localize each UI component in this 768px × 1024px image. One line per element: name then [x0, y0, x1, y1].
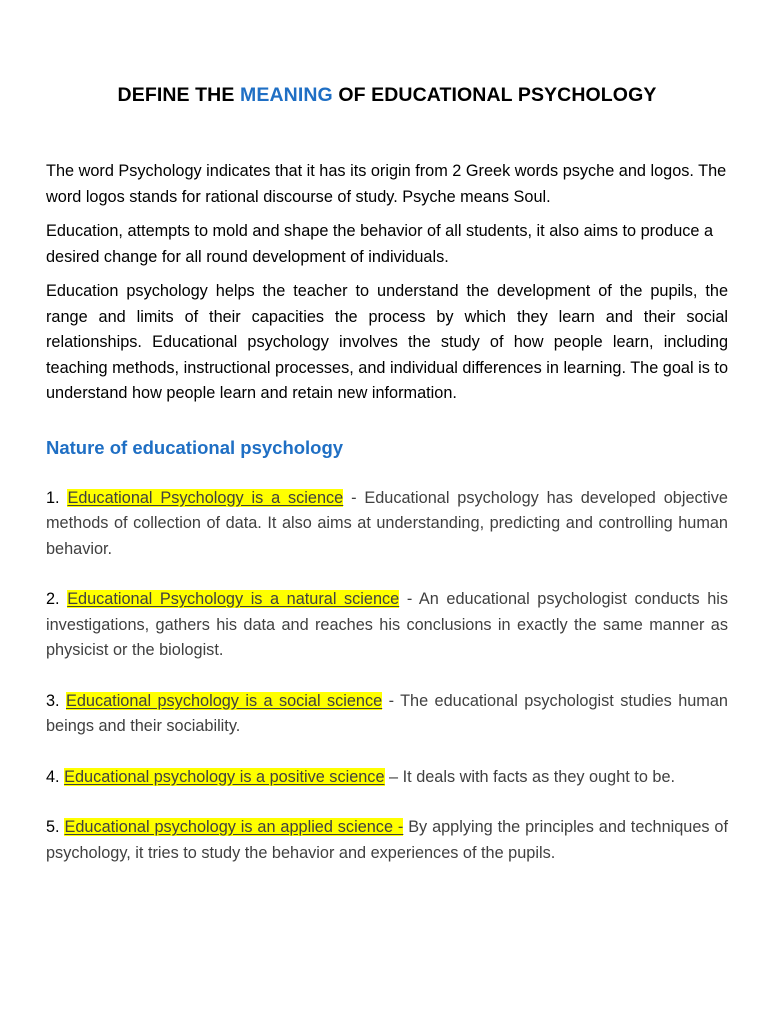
list-item-number: 5. [46, 818, 60, 836]
list-item-applied-science [46, 815, 728, 866]
intro-paragraph-origin: The word Psychology indicates that it has its origin from 2 Greek words psyche and logos. The word logos stands for rational discourse of study. Psyche means Soul. [46, 162, 727, 206]
list-item-number: 4. [46, 767, 60, 786]
title-accent-word: MEANING [240, 84, 333, 106]
title-prefix: DEFINE THE [117, 84, 240, 106]
list-item-science [46, 486, 728, 563]
highlighted-term: Educational Psychology is a natural science [67, 590, 400, 608]
page-title [46, 84, 728, 107]
highlighted-term: Educational psychology is an applied science - [64, 818, 404, 836]
highlighted-term: Educational psychology is a social science [66, 691, 383, 710]
list-item-description: - An educational psychologist conducts his investigations, gathers his data and reaches his conclusions in exactly the same manner as physicist or the biologist. [46, 590, 729, 659]
intro-paragraph-education: Education, attempts to mold and shape the behavior of all students, it also aims to produce a desired change for all round development of individuals. [46, 222, 714, 266]
list-item-description: – It deals with facts as they ought to be. [384, 767, 676, 786]
list-item-description: - Educational psychology has developed objective methods of collection of data. It also aims at understanding, predicting and controlling human behavior. [46, 488, 728, 558]
intro-paragraph-definition: Education psychology helps the teacher to understand the development of the pupils, the range and limits of their capacities the process by which they learn and their social relationships. Educational psychology involves the study of how people learn, including teaching methods, instructional processes, and individual differences in learning. The goal is to understand how people learn and retain new information. [46, 282, 728, 402]
list-item-social-science [46, 689, 728, 740]
highlighted-term: Educational Psychology is a science [67, 488, 344, 507]
list-item-description: - The educational psychologist studies human beings and their sociability. [46, 691, 728, 735]
highlighted-term: Educational psychology is a positive science [64, 767, 385, 786]
list-item-natural-science [46, 587, 728, 664]
list-item-number: 3. [46, 691, 60, 710]
section-heading-nature: Nature of educational psychology [46, 436, 344, 458]
list-item-number: 2. [46, 590, 60, 608]
list-item-description: By applying the principles and techniques of psychology, it tries to study the behavior and experiences of the pupils. [46, 818, 729, 862]
list-item-positive-science [46, 765, 728, 791]
title-suffix: OF EDUCATIONAL PSYCHOLOGY [332, 84, 657, 106]
list-item-number: 1. [46, 488, 60, 507]
